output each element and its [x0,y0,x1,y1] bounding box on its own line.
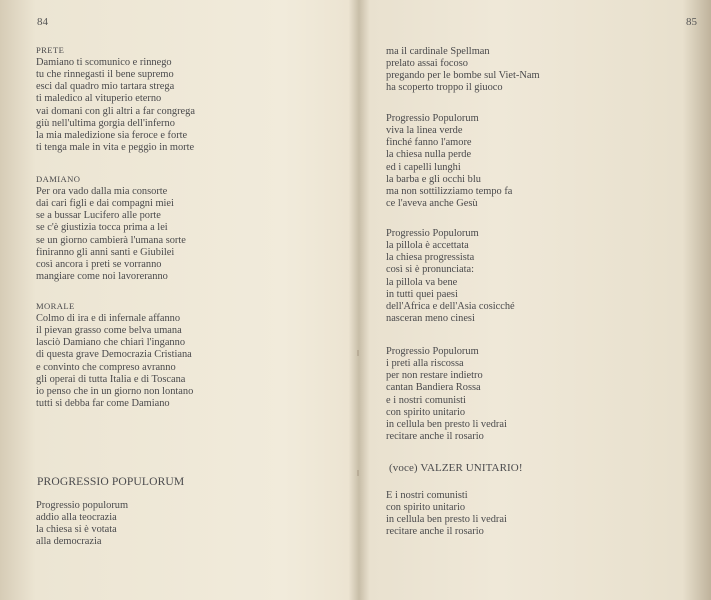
verse-line: la pillola è accettata [386,240,469,252]
verse-line: Per ora vado dalla mia consorte [36,186,168,197]
verse-line: ed i capelli lunghi [386,161,461,173]
verse-line: il pievan grasso come belva umana [36,325,182,337]
verse-line: Progressio Populorum [386,228,479,239]
verse-line: recitare anche il rosario [386,526,484,538]
verse-line: ce l'aveva anche Gesù [386,198,478,210]
stanza-progressio [36,500,336,549]
stanza [386,113,696,210]
verse-line: finché fanno l'amore [386,137,472,149]
verse-line: Progressio Populorum [386,113,479,124]
verse-line: tutti si debba far come Damiano [36,398,170,410]
verse-line: e convinto che compreso avranno [36,361,176,373]
verse-line: se un giorno cambierà l'umana sorte [36,234,186,246]
verse-line: esci dal quadro mio tartara strega [36,81,175,93]
page-number: 85 [686,16,697,28]
verse-line: cantan Bandiera Rossa [386,382,481,394]
verse-line: così si è pronunciata: [386,264,475,276]
verse-line: la chiesa si è votata [36,524,117,536]
speaker-label: DAMIANO [36,174,81,184]
stanza-damiano [36,173,336,283]
verse-line: prelato assai focoso [386,58,468,70]
page-number: 84 [37,16,48,28]
verse-line: dell'Africa e dell'Asia cosicché [386,300,515,312]
stanza-morale [36,300,336,410]
verse-line: finiranno gli anni santi e Giubilei [36,246,175,258]
verse-line: ma il cardinale Spellman [386,46,490,57]
speaker-label: PRETE [36,45,65,55]
speaker-label: MORALE [36,301,75,311]
stanza [386,346,696,443]
stanza [386,46,696,95]
verse-line: vai domani con gli altri a far congrega [36,105,195,117]
verse-line: alla democrazia [36,536,102,548]
verse-line: in tutti quei paesi [386,288,458,300]
verse-line: ti maledico al vituperio eterno [36,93,162,105]
verse-line: di questa grave Democrazia Cristiana [36,349,192,361]
stanza [386,490,696,539]
verse-line: con spirito unitario [386,502,466,514]
verse-line: viva la linea verde [386,125,463,137]
verse-line: la mia maledizione sia feroce e forte [36,129,188,141]
verse-line: se c'è giustizia tocca prima a lei [36,222,168,234]
verse-line: in cellula ben presto li vedrai [386,514,507,526]
stanza [386,228,696,325]
stanza-prete [36,44,336,154]
verse-line: ha scoperto troppo il giuoco [386,82,503,94]
verse-line: tu che rinnegasti il bene supremo [36,69,174,81]
verse-line: la chiesa progressista [386,252,475,264]
verse-line: mangiare come noi lavoreranno [36,271,168,283]
verse-line: Progressio populorum [36,500,129,511]
verse-line: lasciò Damiano che chiarì l'inganno [36,337,186,349]
verse-line: così ancora i preti se vorranno [36,258,162,270]
verse-line: Damiano ti scomunico e rinnego [36,57,172,68]
gutter-stitch [357,470,359,476]
verse-line: ma non sottilizziamo tempo fa [386,185,513,197]
verse-line: la barba e gli occhi blu [386,173,481,185]
gutter-stitch [357,350,359,356]
verse-line: E i nostri comunisti [386,490,468,501]
verse-line: addio alla teocrazia [36,512,117,524]
verse-line: i preti alla riscossa [386,358,464,370]
verse-line: recitare anche il rosario [386,431,484,443]
verse-line: in cellula ben presto li vedrai [386,418,507,430]
verse-line: con spirito unitario [386,406,466,418]
verse-line: e i nostri comunisti [386,394,466,406]
section-title: PROGRESSIO POPULORUM [37,475,185,488]
verse-line: giù nell'ultima gorgia dell'inferno [36,117,175,129]
verse-line: se a bussar Lucifero alle porte [36,210,161,222]
verse-line: io penso che in un giorno non lontano [36,385,194,397]
verse-line: dai cari figli e dai compagni miei [36,198,174,210]
verse-line: pregando per le bombe sul Viet-Nam [386,70,540,82]
verse-line: la chiesa nulla perde [386,149,472,161]
right-page [358,0,711,600]
verse-line: Progressio Populorum [386,346,479,357]
verse-line: Colmo di ira e di infernale affanno [36,313,181,324]
verse-line: la pillola va bene [386,276,458,288]
verse-line: ti tenga male in vita e peggio in morte [36,142,195,154]
verse-line: nasceran meno cinesi [386,313,475,325]
voice-cue: (voce) VALZER UNITARIO! [389,462,523,474]
verse-line: per non restare indietro [386,370,483,382]
verse-line: gli operai di tutta Italia e di Toscana [36,373,186,385]
